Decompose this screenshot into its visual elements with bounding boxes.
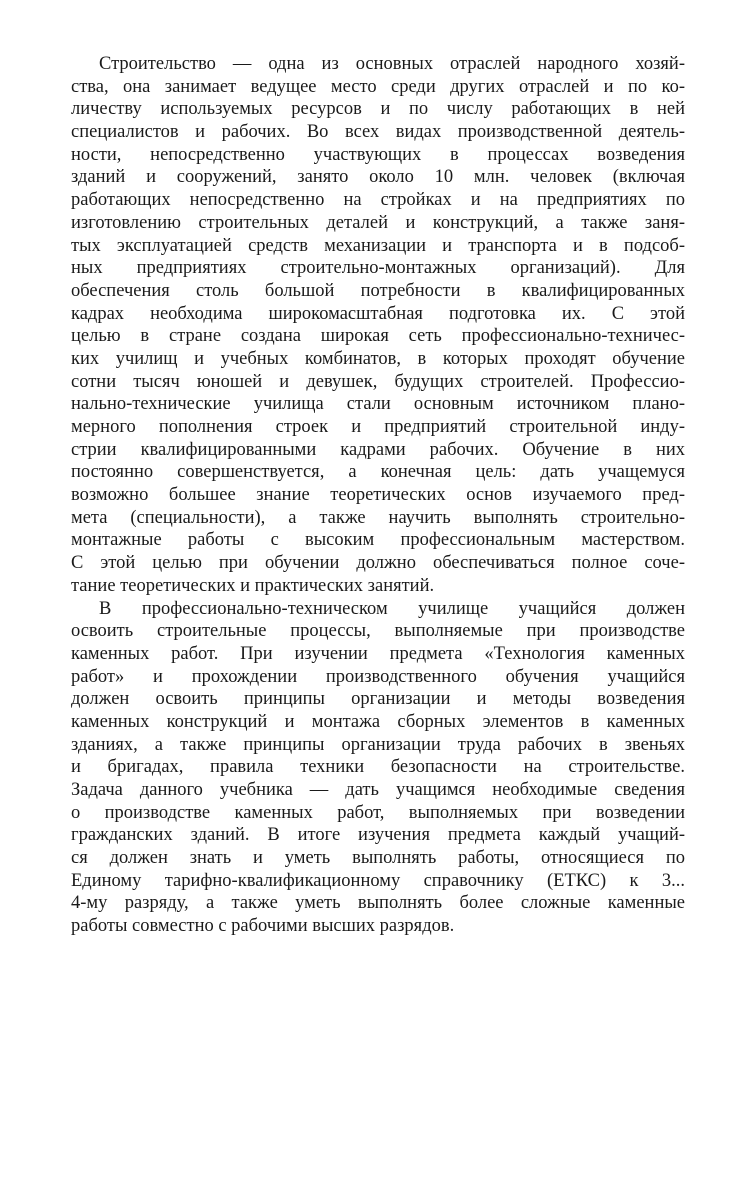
text-line: каменных конструкций и монтажа сборных элементов в каменных xyxy=(71,711,685,732)
text-line: ства, она занимает ведущее место среди других отраслей и по ко- xyxy=(71,76,685,97)
text-line: Задача данного учебника — дать учащимся необходимые сведения xyxy=(71,780,685,800)
text-line: и бригадах, правила техники безопасности на строительстве. xyxy=(71,757,685,778)
text-line: ных предприятиях строительно-монтажных организаций). Для xyxy=(71,258,685,279)
text-line: мерного пополнения строек и предприятий строительной инду- xyxy=(71,417,685,437)
text-line: ся должен знать и уметь выполнять работы, относящиеся по xyxy=(71,848,685,869)
text-line: ких училищ и учебных комбинатов, в которых проходят обучение xyxy=(71,348,685,369)
text-line: постоянно совершенствуется, а конечная цель: дать учащемуся xyxy=(71,462,685,483)
text-line: работы совместно с рабочими высших разрядов. xyxy=(71,916,455,937)
text-line: С этой целью при обучении должно обеспечиваться полное соче- xyxy=(71,553,685,574)
text-line: работ» и прохождении производственного обучения учащийся xyxy=(71,666,685,687)
text-line: стрии квалифицированными кадрами рабочих. Обучение в них xyxy=(71,439,685,460)
text-line: обеспечения столь большой потребности в квалифицированных xyxy=(71,280,685,301)
text-line: Единому тарифно-квалификационному справочнику (ЕТКС) к 3... xyxy=(71,870,685,891)
text-line: каменных работ. При изучении предмета «Технология каменных xyxy=(71,643,685,664)
text-line: тание теоретических и практических занятий. xyxy=(71,575,435,596)
text-line: кадрах необходима широкомасштабная подготовка их. С этой xyxy=(71,303,685,324)
text-line: тых эксплуатацией средств механизации и транспорта и в подсоб- xyxy=(71,235,685,256)
text-line: о производстве каменных работ, выполняемых при возведении xyxy=(71,802,685,823)
text-line: монтажные работы с высоким профессиональным мастерством. xyxy=(71,530,685,551)
text-line: 4-му разряду, а также уметь выполнять более сложные каменные xyxy=(71,893,685,914)
text-line: ности, непосредственно участвующих в процессах возведения xyxy=(71,144,685,165)
text-line: нально-технические училища стали основным источником плано- xyxy=(71,394,685,415)
document-page xyxy=(71,53,685,938)
paragraph-2 xyxy=(71,598,685,938)
text-line: целью в стране создана широкая сеть профессионально-техничес- xyxy=(71,326,685,347)
text-line: мета (специальности), а также научить выполнять строительно- xyxy=(71,507,685,528)
text-line: Строительство — одна из основных отраслей народного хозяй- xyxy=(99,54,685,74)
text-line: личеству используемых ресурсов и по числу работающих в ней xyxy=(71,99,685,120)
text-line: изготовлению строительных деталей и конструкций, а также заня- xyxy=(71,212,685,233)
paragraph-1 xyxy=(71,53,685,598)
text-line: зданиях, а также принципы организации труда рабочих в звеньях xyxy=(71,734,685,755)
text-line: зданий и сооружений, занято около 10 млн. человек (включая xyxy=(71,167,685,188)
text-line: В профессионально-техническом училище учащийся должен xyxy=(99,598,685,619)
text-line: должен освоить принципы организации и методы возведения xyxy=(71,689,685,710)
text-line: возможно большее знание теоретических основ изучаемого пред- xyxy=(71,485,685,506)
text-line: сотни тысяч юношей и девушек, будущих строителей. Профессио- xyxy=(71,371,685,392)
text-line: работающих непосредственно на стройках и на предприятиях по xyxy=(71,190,685,211)
text-line: гражданских зданий. В итоге изучения предмета каждый учащий- xyxy=(71,825,685,846)
text-line: специалистов и рабочих. Во всех видах производственной деятель- xyxy=(71,122,685,143)
text-line: освоить строительные процессы, выполняемые при производстве xyxy=(71,621,685,642)
